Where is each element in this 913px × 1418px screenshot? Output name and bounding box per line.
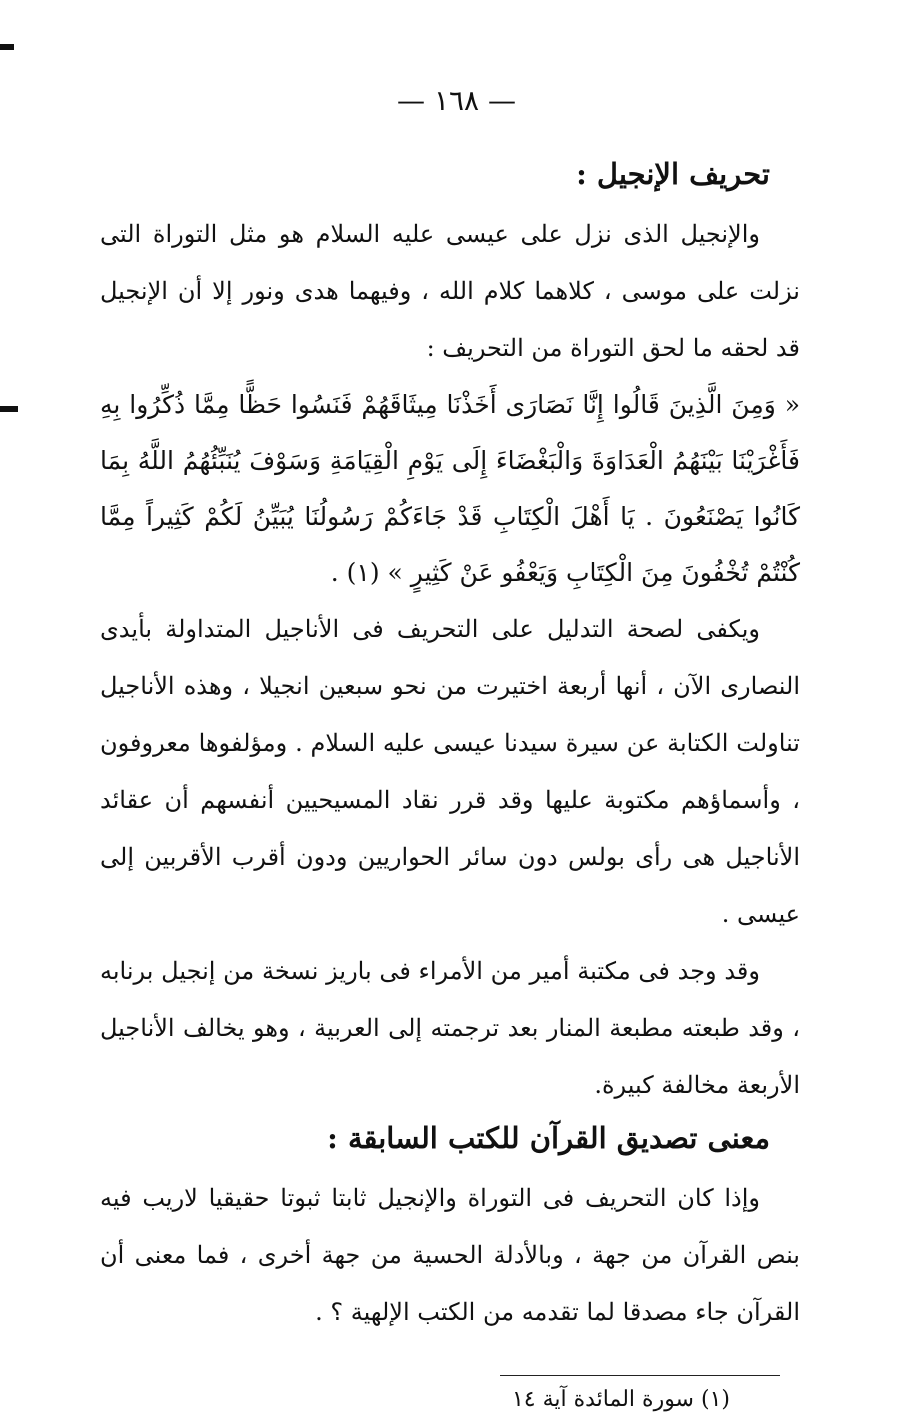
paragraph-quran-confirmation: وإذا كان التحريف فى التوراة والإنجيل ثابتا ثبوتا حقيقيا لاريب فيه بنص القرآن من جهة ، وبالأدلة الحسية من جهة أخرى ، فما معنى أن القرآن جاء مصدقا لما تقدمه من الكتب الإلهية ؟ . [100, 1184, 800, 1326]
footnote: (١) سورة المائدة آية ١٤ [511, 1387, 730, 1412]
section-heading-gospel-distortion: تحريف الإنجيل : [576, 157, 770, 191]
paragraph-gospel-evidence: ويكفى لصحة التدليل على التحريف فى الأناجيل المتداولة بأيدى النصارى الآن ، أنها أربعة اختيرت من نحو سبعين انجيلا ، وهذه الأناجيل تناولت الكتابة عن سيرة سيدنا عيسى عليه السلام . ومؤلفوها معروفون ، وأسماؤهم مكتوبة عليها وقد قرر نقاد المسيحيين أنفسهم أن عقائد الأناجيل هى رأى بولس دون سائر الحواريين ودون أقرب الأقربين إلى عيسى . [100, 615, 800, 928]
page-body [100, 150, 800, 1418]
paragraph-gospel-intro: والإنجيل الذى نزل على عيسى عليه السلام هو مثل التوراة التى نزلت على موسى ، كلاهما كلام الله ، وفيهما هدى ونور إلا أن الإنجيل قد لحقه ما لحق التوراة من التحريف : [100, 220, 800, 362]
footnote-separator [500, 1375, 780, 1376]
page-number: — ١٦٨ — [397, 84, 516, 117]
scan-margin-mark [0, 406, 18, 412]
paragraph-barnabas-gospel: وقد وجد فى مكتبة أمير من الأمراء فى باريز نسخة من إنجيل برنابه ، وقد طبعته مطبعة المنار بعد ترجمته إلى العربية ، وهو يخالف الأناجيل الأربعة مخالفة كبيرة. [100, 957, 800, 1099]
quran-verse-quote: « وَمِنَ الَّذِينَ قَالُوا إِنَّا نَصَارَى أَخَذْنَا مِيثَاقَهُمْ فَنَسُوا حَظًّا مِمَّا ذُكِّرُوا بِهِ فَأَغْرَيْنَا بَيْنَهُمُ الْعَدَاوَةَ وَالْبَغْضَاءَ إِلَى يَوْمِ الْقِيَامَةِ وَسَوْفَ يُنَبِّئُهُمُ اللَّهُ بِمَا كَانُوا يَصْنَعُونَ . يَا أَهْلَ الْكِتَابِ قَدْ جَاءَكُمْ رَسُولُنَا يُبَيِّنُ لَكُمْ كَثِيراً مِمَّا كُنْتُمْ تُخْفُونَ مِنَ الْكِتَابِ وَيَعْفُو عَنْ كَثِيرٍ » (١) . [100, 390, 800, 587]
section-heading-quran-confirmation: معنى تصديق القرآن للكتب السابقة : [327, 1121, 770, 1155]
scan-margin-mark [0, 44, 14, 50]
